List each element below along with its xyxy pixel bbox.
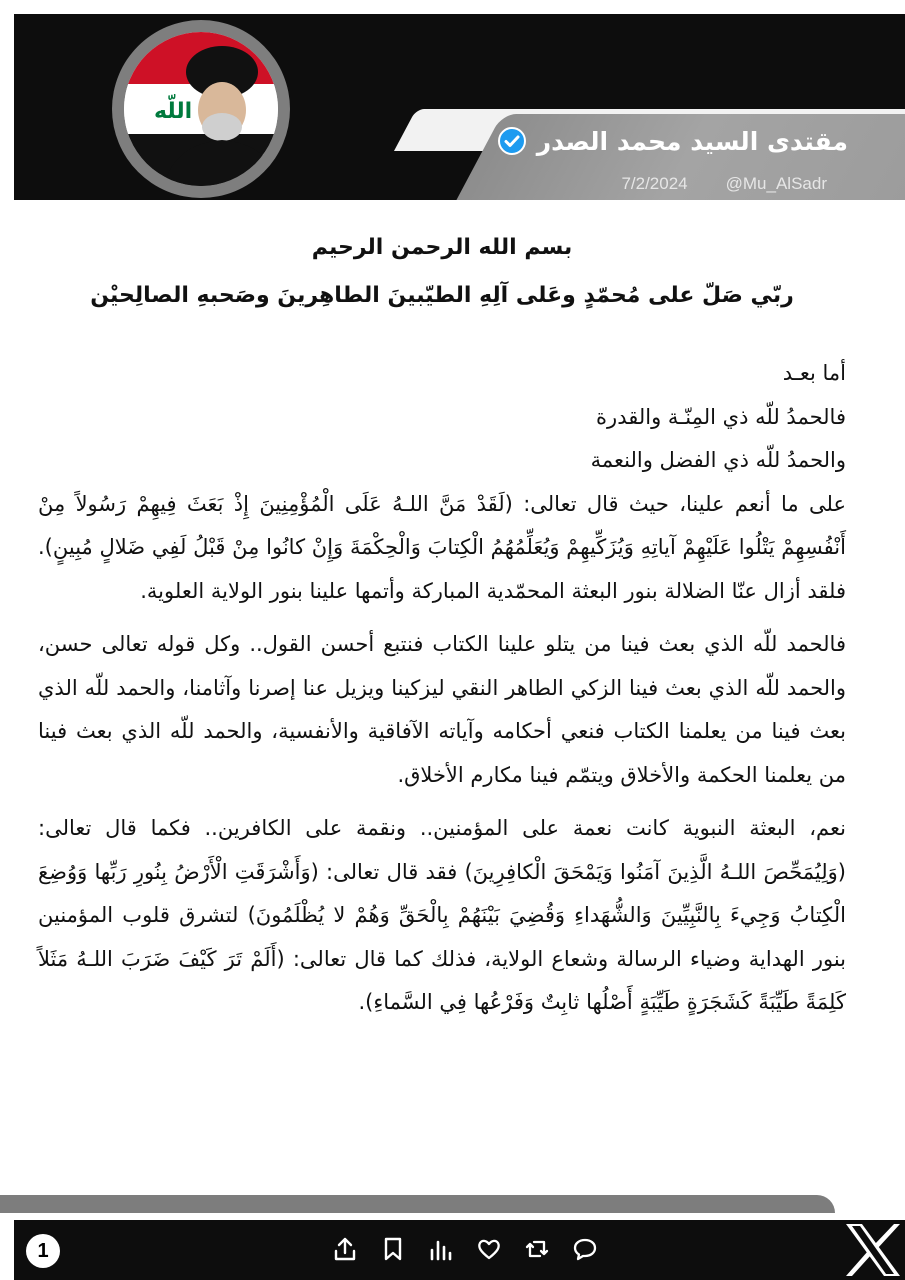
post-body [38,228,846,1025]
post-date: 7/2/2024 [621,174,688,193]
post-meta [621,174,827,194]
like-icon[interactable] [476,1236,502,1262]
paragraph-2: فالحمد للّه الذي بعث فينا من يتلو علينا الكتاب فنتبع أحسن القول.. وكل قوله تعالى حسن، والحمد للّه الذي بعث فينا الزكي الطاهر النقي ليزكينا ويزيل عنا إصرنا وآثامنا، والحمد للّه الذي بعث فينا من يعلمنا الكتاب فنعي أحكامه وآياته الآفاقية والأنفسية، والحمد للّه الذي بعث فينا من يعلمنا الحكمة والأخلاق ويتمّم فينا مكارم الأخلاق. [38,632,846,787]
account-name[interactable]: مقتدى السيد محمد الصدر [536,126,848,156]
action-bar [332,1236,598,1262]
avatar[interactable] [124,32,278,186]
x-logo-icon[interactable] [842,1222,904,1278]
verified-badge-icon [497,126,527,156]
intro-line-2: فالحمدُ للّه ذي المِنّـة والقدرة [596,404,846,429]
salawat-line: ربّي صَلّ على مُحمّدٍ وعَلى آلِهِ الطيّبينَ الطاهِرينَ وصَحبهِ الصالِحيْن [90,283,794,308]
basmala-line: بسم الله الرحمن الرحيم [311,235,573,260]
account-handle[interactable]: @Mu_AlSadr [725,174,827,193]
post-header [14,14,905,200]
intro-line-3: والحمدُ للّه ذي الفضل والنعمة [590,448,846,472]
page-number-badge: 1 [26,1234,60,1268]
bookmark-icon[interactable] [380,1236,406,1262]
avatar-portrait-icon [124,32,278,186]
post-footer [14,1220,905,1280]
share-icon[interactable] [332,1236,358,1262]
reply-icon[interactable] [572,1236,598,1262]
svg-text:اللّه: اللّه [154,99,193,124]
paragraph-3: نعم، البعثة النبوية كانت نعمة على المؤمنين.. ونقمة على الكافرين.. فكما قال تعالى: (وَلِيُمَحِّصَ اللـهُ الَّذِينَ آمَنُوا وَيَمْحَقَ الْكافِرِينَ) فقد قال تعالى: (وَأَشْرَقَتِ الْأَرْضُ بِنُورِ رَبِّها وَوُضِعَ الْكِتابُ وَجِيءَ بِالنَّبِيِّينَ وَالشُّهَداءِ وَقُضِيَ بَيْنَهُمْ بِالْحَقِّ وَهُمْ لا يُظْلَمُونَ) لتشرق قلوب المؤمنين بنور الهداية وضياء الرسالة وشعاع الولاية، فذلك كما قال تعالى: (أَلَمْ تَرَ كَيْفَ ضَرَبَ اللـهُ مَثَلاً كَلِمَةً طَيِّبَةً كَشَجَرَةٍ طَيِّبَةٍ أَصْلُها ثابِتٌ وَفَرْعُها فِي السَّماءِ). [38,816,846,1014]
repost-icon[interactable] [524,1236,550,1262]
footer-decor-bar [0,1195,835,1213]
intro-line-1: أما بعـد [782,361,846,385]
paragraph-1: على ما أنعم علينا، حيث قال تعالى: (لَقَدْ مَنَّ اللـهُ عَلَى الْمُؤْمِنِينَ إِذْ بَعَثَ فِيهِمْ رَسُولاً مِنْ أَنْفُسِهِمْ يَتْلُوا عَلَيْهِمْ آياتِهِ وَيُزَكِّيهِمْ وَيُعَلِّمُهُمُ الْكِتابَ وَالْحِكْمَةَ وَإِنْ كانُوا مِنْ قَبْلُ لَفِي ضَلالٍ مُبِينٍ). فلقد أزال عنّا الضلالة بنور البعثة المحمّدية المباركة وأتمها علينا بنور الولاية العلوية. [38,491,846,603]
account-name-row [497,126,848,156]
views-icon[interactable] [428,1236,454,1262]
